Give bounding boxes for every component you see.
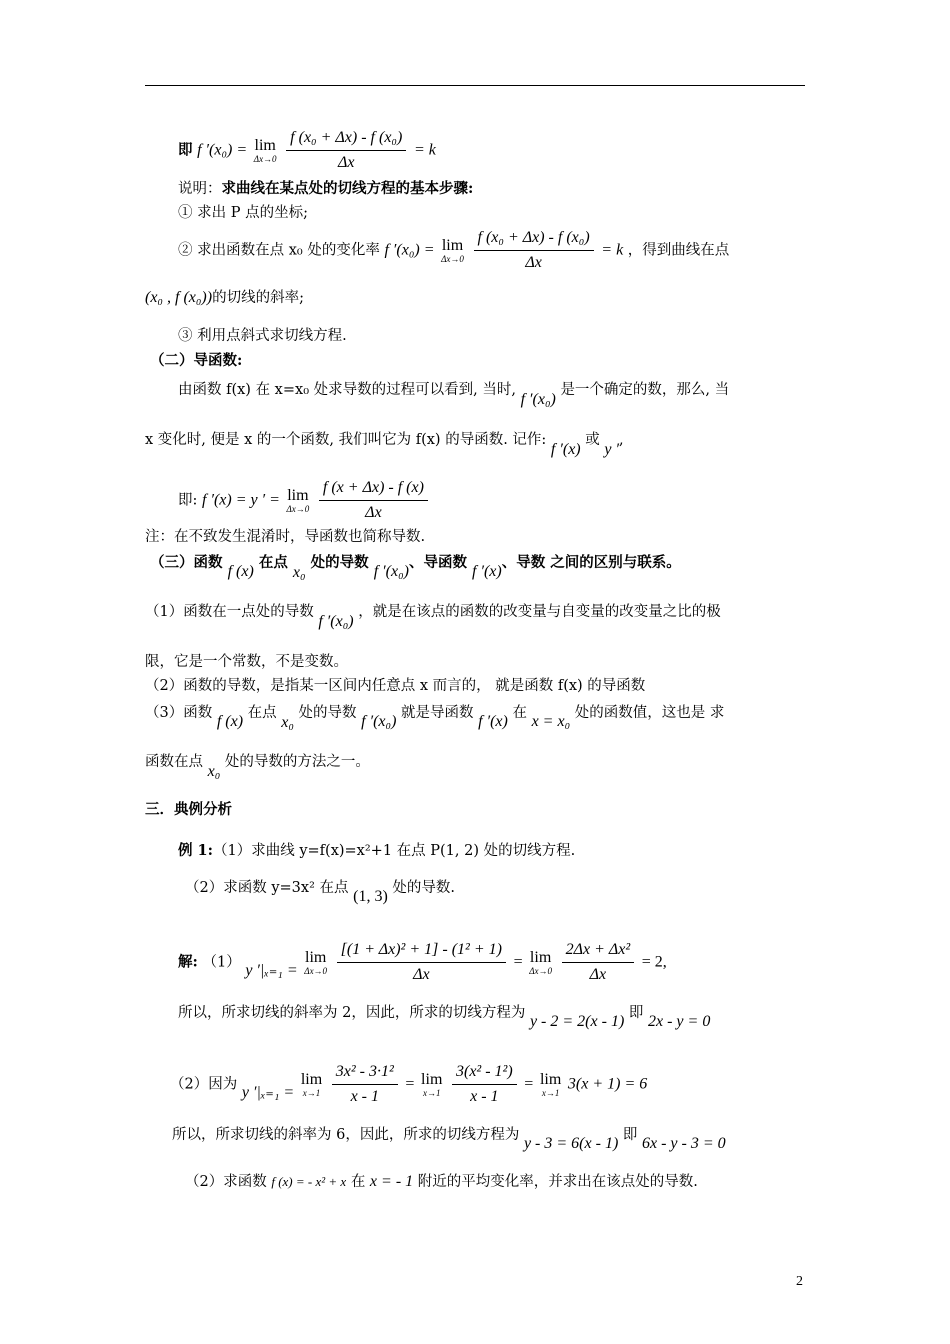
para-text: 由函数 f(x) 在 x=x₀ 处求导数的过程可以看到, 当时, xyxy=(178,382,516,398)
para-text: 在 xyxy=(512,705,527,721)
lim-text: lim xyxy=(287,486,309,504)
fraction xyxy=(562,940,635,985)
para-text: 在点 xyxy=(247,705,277,721)
math-inline: x₀ xyxy=(292,564,306,581)
math-lhs: y ′|ₓ₌₁ = xyxy=(241,1083,295,1101)
denominator: Δx xyxy=(525,254,542,271)
example-text: （2）求函数 xyxy=(185,1174,267,1190)
denominator: Δx xyxy=(589,966,607,983)
fraction xyxy=(452,1062,517,1107)
prefix-text: 即 xyxy=(178,141,193,159)
numerator: 3(x² - 1²) xyxy=(452,1062,517,1085)
fraction xyxy=(474,228,594,273)
denominator: Δx xyxy=(365,504,382,521)
math-inline: y - 2 = 2(x - 1) xyxy=(529,1013,625,1030)
fraction xyxy=(286,128,406,173)
title-text: （三）函数 xyxy=(150,554,223,571)
section-3-title xyxy=(150,553,681,581)
solution-1-text xyxy=(178,1003,711,1030)
limit xyxy=(301,1072,322,1098)
example-text: 附近的平均变化率，并求出在该点处的导数. xyxy=(417,1174,698,1190)
limit xyxy=(421,1072,442,1098)
para-text: 就是导函数 xyxy=(401,705,474,721)
numerator: 2Δx + Δx² xyxy=(562,940,635,963)
numerator: 3x² - 3·1² xyxy=(332,1062,398,1085)
lim-sub: Δx→0 xyxy=(286,503,310,514)
limit xyxy=(254,138,277,164)
solution-part: （1） xyxy=(202,954,241,971)
step-3: ③ 利用点斜式求切线方程. xyxy=(178,328,347,344)
math-inline: f ′(x) xyxy=(472,563,502,580)
math-inline: f ′(x₀) xyxy=(520,391,556,408)
example-text: （1）求曲线 y=f(x)=x²+1 在点 P(1, 2) 处的切线方程. xyxy=(213,843,576,859)
section-2-para-1 xyxy=(178,380,730,408)
title-text: 、导数 之间的区别与联系。 xyxy=(501,554,681,571)
example-text: （2）求函数 y=3x² 在点 xyxy=(185,880,349,896)
solution-1 xyxy=(178,940,667,985)
fraction xyxy=(337,940,506,985)
math-inline: 2x - y = 0 xyxy=(647,1013,711,1030)
math-inline: f (x) = - x² + x xyxy=(271,1174,347,1189)
page-number: 2 xyxy=(796,1274,803,1289)
para-text: ，就是在该点的函数的改变量与自变量的改变量之比的极 xyxy=(358,604,721,620)
title-text: 处的导数 xyxy=(310,554,369,571)
math-rhs: = k xyxy=(601,241,624,259)
step-2-cont xyxy=(145,288,304,308)
math-eq: = xyxy=(513,953,523,971)
math-inline: f ′(x) xyxy=(478,713,508,730)
numerator: [(1 + Δx)² + 1] - (1² + 1) xyxy=(337,940,506,963)
fraction xyxy=(319,478,428,523)
step-2 xyxy=(178,228,729,273)
para-text: 是一个确定的数，那么, 当 xyxy=(560,382,730,398)
denominator: x - 1 xyxy=(470,1088,499,1105)
solution-2: （2）因为 y ′|ₓ₌₁ = lim x→1 $\frac{\text{3x² - 3·1²}}{x - 1}$ = lim x→1 $\frac{\text{3(x² - 1²)}}{x - 1}$ = lim x→1 3(x + 1) = 6 xyxy=(170,1063,648,1105)
math-inline: y ′ xyxy=(604,441,619,458)
numerator: f (x₀ + Δx) - f (x₀) xyxy=(286,128,406,151)
limit xyxy=(540,1072,561,1098)
lim-sub: x→1 xyxy=(422,1087,441,1098)
step2-tail: ，得到曲线在点 xyxy=(627,242,730,259)
example-text: 处的导数. xyxy=(392,880,455,896)
numerator: f (x₀ + Δx) - f (x₀) xyxy=(474,228,594,251)
lim-text: lim xyxy=(539,1070,562,1088)
math-rhs: = 2, xyxy=(641,953,667,971)
math-inline: f ′(x₀) xyxy=(361,713,397,730)
step2-cont-text: 的切线的斜率; xyxy=(212,290,304,306)
title-text: 在点 xyxy=(258,554,288,571)
math-inline: f (x) xyxy=(216,713,244,730)
math-point: (x₀ , f (x₀)) xyxy=(145,289,213,306)
math-inline: x = x₀ xyxy=(531,713,571,730)
limit xyxy=(441,238,464,264)
example-1-a xyxy=(178,841,575,861)
lim-text: lim xyxy=(300,1070,323,1088)
math-inline: x = - 1 xyxy=(369,1173,414,1190)
denominator: Δx xyxy=(413,966,430,983)
lim-sub: x→1 xyxy=(541,1087,560,1098)
math-rhs: 3(x + 1) = 6 xyxy=(567,1075,648,1093)
section-2-formula xyxy=(178,478,431,523)
limit xyxy=(287,488,310,514)
limit xyxy=(529,950,552,976)
part-3-title: 三．典例分析 xyxy=(145,801,232,818)
para-text: 函数在点 xyxy=(145,754,203,770)
math-lhs: f ′(x₀) = xyxy=(384,241,435,259)
example-text: 在 xyxy=(350,1174,366,1190)
section-3-para-3b xyxy=(145,752,370,780)
para-text: 处的导数的方法之一。 xyxy=(224,754,370,770)
math-inline: x₀ xyxy=(207,763,221,780)
note-prefix: 说明： xyxy=(178,181,222,197)
para-text: （3）函数 xyxy=(145,705,213,721)
lim-sub: x→1 xyxy=(302,1087,321,1098)
solution-text: 所以，所求切线的斜率为 6，因此，所求的切线方程为 xyxy=(172,1127,520,1143)
para-text: （1）函数在一点处的导数 xyxy=(145,604,314,620)
para-text: 处的函数值，这也是 求 xyxy=(574,705,725,721)
lim-sub: Δx→0 xyxy=(529,965,552,976)
lim-sub: Δx→0 xyxy=(253,153,277,164)
header-rule xyxy=(145,85,805,86)
section-2-para-2 xyxy=(145,430,624,458)
math-inline: f ′(x₀) xyxy=(318,613,354,630)
math-inline: 6x - y - 3 = 0 xyxy=(641,1135,726,1152)
para-text: 处的导数 xyxy=(298,705,357,721)
section-3-para-1 xyxy=(145,602,721,630)
solution-2-text xyxy=(172,1125,726,1152)
formula-intro xyxy=(178,128,436,173)
title-text: 、导函数 xyxy=(408,554,467,571)
solution-text: 即 xyxy=(628,1005,644,1021)
solution-text: 即 xyxy=(622,1127,638,1143)
math-inline: x₀ xyxy=(281,714,294,731)
section-2-title: （二）导函数: xyxy=(150,352,243,369)
fraction xyxy=(332,1062,398,1107)
solution-label: 解: xyxy=(178,953,198,971)
math-lhs: y ′|ₓ₌₁ = xyxy=(245,961,298,979)
lim-text: lim xyxy=(441,236,464,254)
denominator: x - 1 xyxy=(350,1088,379,1105)
math-rhs: = k xyxy=(413,141,436,159)
math-inline: f ′(x₀) xyxy=(373,563,409,580)
example-2 xyxy=(185,1172,698,1192)
para-text: x 变化时, 便是 x 的一个函数, 我们叫它为 f(x) 的导函数. 记作: xyxy=(145,432,547,448)
step2-text: ② 求出函数在点 x₀ 处的变化率 xyxy=(178,242,380,259)
solution-part: （2）因为 xyxy=(170,1076,238,1093)
lim-sub: Δx→0 xyxy=(441,253,464,264)
step-1: ① 求出 P 点的坐标; xyxy=(178,205,308,221)
note-title xyxy=(178,179,473,199)
solution-text: 所以，所求切线的斜率为 2，因此，所求的切线方程为 xyxy=(178,1005,526,1021)
lim-text: lim xyxy=(254,136,276,154)
math-lhs: f ′(x) = y ′ = xyxy=(202,491,280,509)
section-3-para-2: （2）函数的导数，是指某一区间内任意点 x 而言的， 就是函数 f(x) 的导函数 xyxy=(145,678,646,694)
denominator: Δx xyxy=(338,154,355,171)
limit xyxy=(304,950,327,976)
example-label: 例 1: xyxy=(178,842,213,859)
lim-sub: Δx→0 xyxy=(304,965,328,976)
lim-text: lim xyxy=(305,948,327,966)
prefix-text: 即: xyxy=(178,492,198,509)
section-2-note: 注：在不致发生混淆时，导函数也简称导数. xyxy=(145,529,426,545)
math-lhs: f ′(x₀) = xyxy=(197,141,248,159)
example-1-b xyxy=(185,878,455,905)
section-3-para-3 xyxy=(145,703,725,731)
section-3-para-1b: 限，它是一个常数，不是变数。 xyxy=(145,654,348,670)
math-inline: f ′(x) xyxy=(550,441,581,458)
math-inline: y - 3 = 6(x - 1) xyxy=(523,1135,619,1152)
lim-text: lim xyxy=(529,948,552,966)
note-bold: 求曲线在某点处的切线方程的基本步骤: xyxy=(221,180,474,197)
lim-text: lim xyxy=(421,1070,443,1088)
para-text: , xyxy=(618,432,624,448)
math-inline: f (x) xyxy=(227,563,254,580)
math-inline: (1, 3) xyxy=(353,888,388,905)
numerator: f (x + Δx) - f (x) xyxy=(319,478,428,501)
para-text: 或 xyxy=(585,432,600,448)
